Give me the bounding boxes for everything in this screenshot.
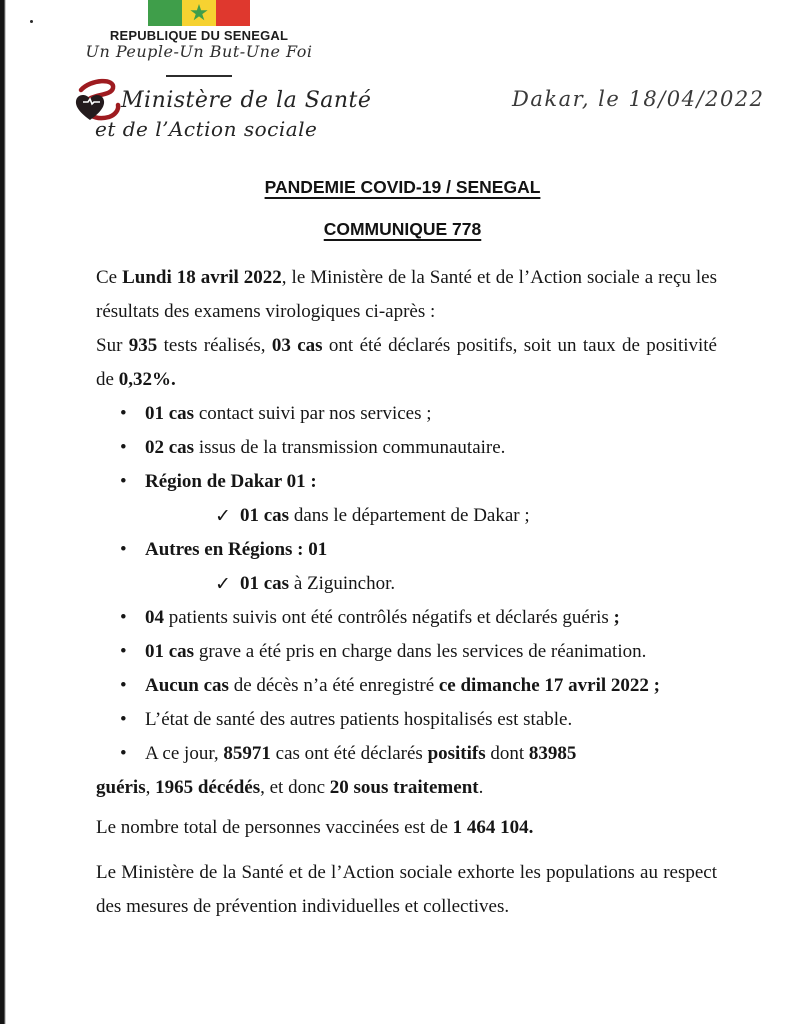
text-segment: Région de Dakar 01 : <box>145 471 317 492</box>
paragraph <box>96 856 717 924</box>
text-segment: 935 <box>128 335 158 356</box>
text-segment: à Ziguinchor. <box>289 573 396 594</box>
text-segment: guéris <box>96 777 146 798</box>
bullet-marker-icon: • <box>120 403 127 424</box>
text-segment: cas ont été déclarés <box>270 743 428 764</box>
bullet-item <box>96 635 717 669</box>
text-segment: , le Ministère de la Santé et de l’Action sociale a reçu les résultats des examens virologiques ci-après : <box>96 267 717 322</box>
text-segment: A ce jour, <box>145 743 224 764</box>
text-segment: 02 cas <box>145 437 195 458</box>
check-item <box>96 567 717 601</box>
paragraph <box>96 261 717 329</box>
paragraph <box>96 771 717 805</box>
text-segment: 01 cas <box>240 573 290 594</box>
bullet-marker-icon: • <box>120 471 127 492</box>
text-segment: 04 <box>145 607 164 628</box>
bullet-item <box>96 465 717 499</box>
check-marker-icon: ✓ <box>215 573 231 595</box>
scan-speck <box>30 20 33 23</box>
text-segment: 03 cas <box>271 335 323 356</box>
bullet-marker-icon: • <box>120 539 127 560</box>
text-segment: patients suivis ont été contrôlés négatifs et déclarés guéris <box>164 607 614 628</box>
text-segment: de décès n’a été enregistré <box>228 675 439 696</box>
text-segment: Ce <box>96 267 123 288</box>
scan-edge-artifact <box>0 0 6 1024</box>
text-segment: issus de la transmission communautaire. <box>194 437 506 458</box>
text-segment: ce dimanche 17 avril 2022 ; <box>438 675 660 696</box>
republic-title: REPUBLIQUE DU SENEGAL <box>109 28 289 43</box>
check-item <box>96 499 717 533</box>
text-segment: positifs <box>427 743 486 764</box>
bullet-item <box>96 703 717 737</box>
bullet-item <box>96 533 717 567</box>
text-segment: L’état de santé des autres patients hospitalisés est stable. <box>145 709 573 730</box>
text-segment: 85971 <box>223 743 271 764</box>
text-segment: grave a été pris en charge dans les services de réanimation. <box>194 641 647 662</box>
date-line: Dakar, le 18/04/2022 <box>512 87 765 111</box>
senegal-flag-icon <box>148 0 250 26</box>
text-segment: contact suivi par nos services ; <box>194 403 432 424</box>
text-segment: dont <box>485 743 529 764</box>
bullet-item <box>96 669 717 703</box>
header-divider <box>166 75 232 77</box>
bullet-item <box>96 397 717 431</box>
national-motto: Un Peuple-Un But-Une Foi <box>85 42 313 61</box>
text-segment: 20 sous traitement <box>329 777 479 798</box>
bullet-marker-icon: • <box>120 709 127 730</box>
text-segment: 1965 décédés <box>155 777 261 798</box>
bullet-marker-icon: • <box>120 641 127 662</box>
text-segment: tests réalisés, <box>157 335 272 356</box>
text-segment: ont été déclarés positifs, soit un taux de positivité de <box>96 335 717 390</box>
text-segment: dans le département de Dakar ; <box>289 505 530 526</box>
text-segment: 01 cas <box>145 403 195 424</box>
paragraph <box>96 811 717 845</box>
text-segment: Le nombre total de personnes vaccinées est de <box>96 817 453 838</box>
bullet-item <box>96 737 717 771</box>
text-segment: Le Ministère de la Santé et de l’Action sociale exhorte les populations au respect des mesures de prévention individuelles et collectives. <box>96 862 717 917</box>
bullet-item <box>96 431 717 465</box>
text-segment: 83985 <box>528 743 577 764</box>
document-body <box>96 261 717 924</box>
ministry-name-line2: et de l’Action sociale <box>95 117 318 141</box>
text-segment: . <box>478 777 484 798</box>
paragraph <box>96 329 717 397</box>
bullet-marker-icon: • <box>120 437 127 458</box>
bullet-item <box>96 601 717 635</box>
text-segment: 01 cas <box>145 641 195 662</box>
bullet-marker-icon: • <box>120 675 127 696</box>
document-title: PANDEMIE COVID-19 / SENEGAL <box>264 177 541 197</box>
bullet-marker-icon: • <box>120 607 127 628</box>
text-segment: Aucun cas <box>145 675 229 696</box>
communique-number: COMMUNIQUE 778 <box>323 219 482 239</box>
text-segment: Autres en Régions : 01 <box>145 539 328 560</box>
check-marker-icon: ✓ <box>215 505 231 527</box>
text-segment: 1 464 104. <box>452 817 534 838</box>
text-segment: Sur <box>96 335 129 356</box>
text-segment: 01 cas <box>240 505 290 526</box>
text-segment: , <box>145 777 156 798</box>
text-segment: , et donc <box>260 777 330 798</box>
text-segment: ; <box>613 607 620 628</box>
text-segment: 0,32%. <box>118 369 176 390</box>
bullet-marker-icon: • <box>120 743 127 764</box>
ministry-name-line1: Ministère de la Santé <box>121 88 372 113</box>
text-segment: Lundi 18 avril 2022 <box>122 267 282 288</box>
